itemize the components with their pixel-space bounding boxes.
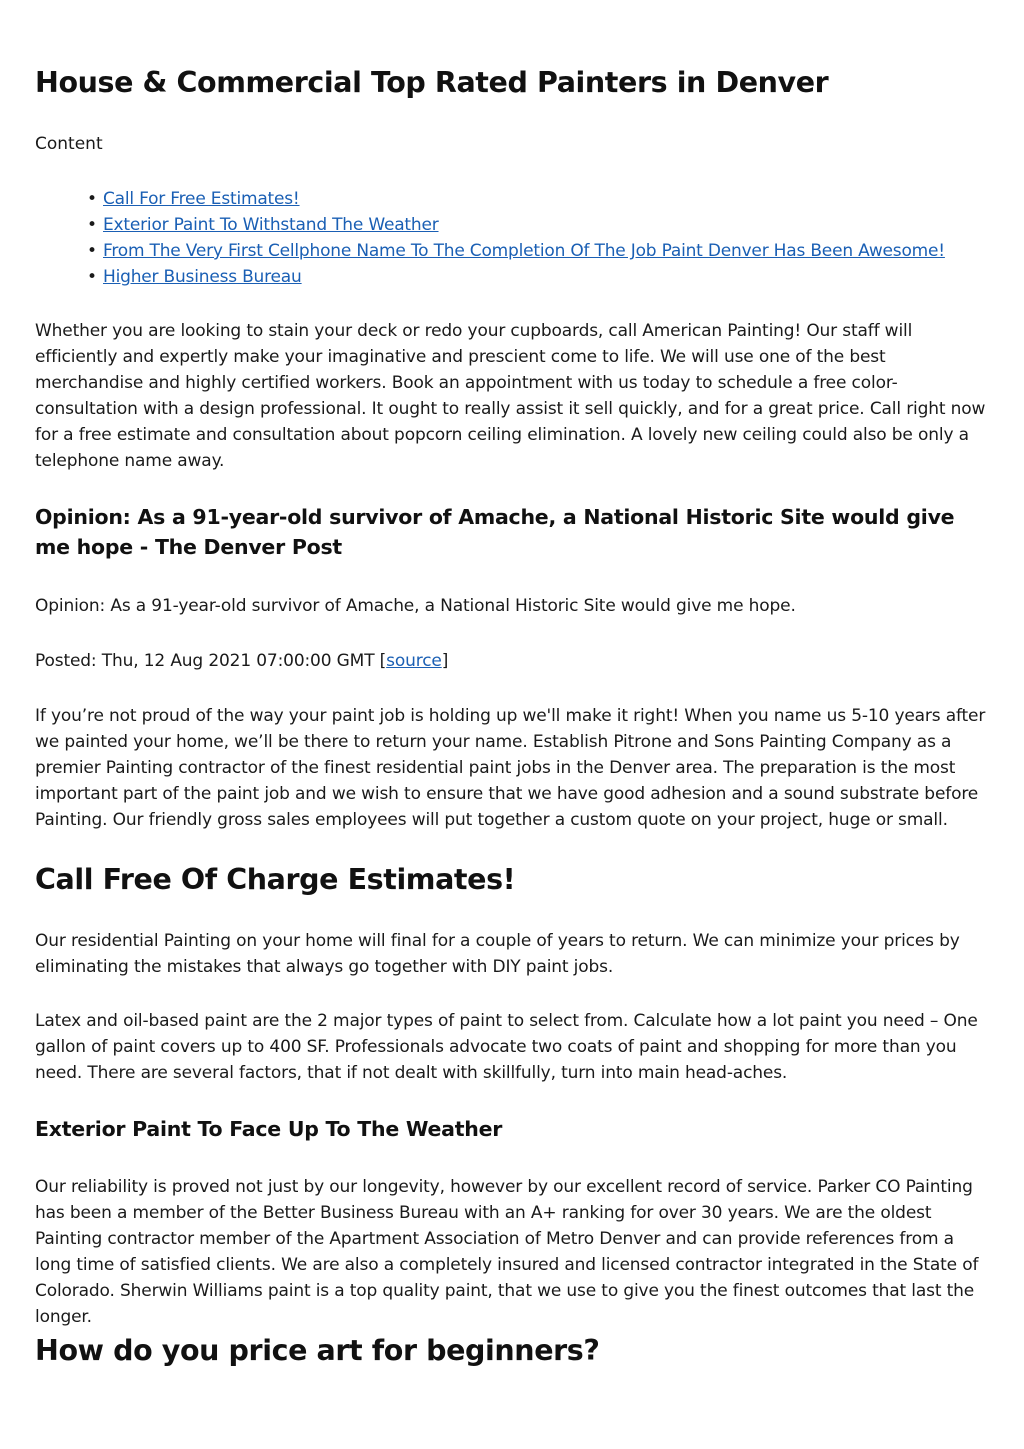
toc-link-first-cellphone[interactable]: From The Very First Cellphone Name To The Completion Of The Job Paint Denver Has Been Awesome! [103, 241, 945, 261]
news-section [35, 502, 993, 562]
toc-item [87, 212, 945, 238]
estimates-heading: Call Free Of Charge Estimates! [35, 863, 516, 896]
exterior-para-block [35, 1174, 993, 1330]
estimates-para2-block [35, 1008, 993, 1086]
toc-link-free-estimates[interactable]: Call For Free Estimates! [103, 189, 300, 209]
proud-section [35, 703, 993, 833]
exterior-section [35, 1114, 993, 1144]
posted-date: Posted: Thu, 12 Aug 2021 07:00:00 GMT [ [35, 651, 387, 671]
posted-suffix: ] [441, 651, 449, 671]
toc-item [87, 186, 945, 212]
price-heading: How do you price art for beginners? [35, 1334, 600, 1367]
news-summary-block [35, 593, 993, 619]
news-heading: Opinion: As a 91-year-old survivor of Amache, a National Historic Site would give me hope - The Denver Post [35, 505, 955, 559]
intro-section [35, 318, 993, 474]
price-section [35, 1331, 993, 1371]
toc-link-exterior-paint[interactable]: Exterior Paint To Withstand The Weather [103, 215, 439, 235]
estimates-paragraph-2: Latex and oil-based paint are the 2 major types of paint to select from. Calculate how a lot paint you need – One gallon of paint covers up to 400 SF. Professionals advocate two coats of paint and shopping for more than you need. There are several factors, that if not dealt with skillfully, turn into main head-aches. [35, 1011, 978, 1083]
table-of-contents [87, 186, 945, 290]
estimates-para1-block [35, 928, 993, 980]
news-posted-line [35, 648, 993, 674]
page-title: House & Commercial Top Rated Painters in Denver [35, 66, 829, 99]
news-summary: Opinion: As a 91-year-old survivor of Amache, a National Historic Site would give me hope. [35, 596, 796, 616]
proud-paragraph: If you’re not proud of the way your paint job is holding up we'll make it right! When you name us 5-10 years after we painted your home, we’ll be there to return your name. Establish Pitrone and Sons Painting Company as a premier Painting contractor of the finest residential paint jobs in the Denver area. The preparation is the most important part of the paint job and we wish to ensure that we have good adhesion and a sound substrate before Painting. Our friendly gross sales employees will put together a custom quote on your project, huge or small. [35, 706, 986, 830]
source-link[interactable]: source [386, 651, 442, 671]
toc-label: Content [35, 134, 103, 154]
estimates-paragraph-1: Our residential Painting on your home will final for a couple of years to return. We can minimize your prices by eliminating the mistakes that always go together with DIY paint jobs. [35, 931, 960, 977]
toc-link-business-bureau[interactable]: Higher Business Bureau [103, 267, 302, 287]
toc-item [87, 238, 945, 264]
toc-item [87, 264, 945, 290]
exterior-paragraph: Our reliability is proved not just by our longevity, however by our excellent record of service. Parker CO Painting has been a member of the Better Business Bureau with an A+ ranking for over 30 years. We are the oldest Painting contractor member of the Apartment Association of Metro Denver and can provide references from a long time of satisfied clients. We are also a completely insured and licensed contractor integrated in the State of Colorado. Sherwin Williams paint is a top quality paint, that we use to give you the finest outcomes that last the longer. [35, 1177, 979, 1327]
news-posted-block [35, 648, 993, 674]
intro-paragraph: Whether you are looking to stain your deck or redo your cupboards, call American Painting! Our staff will efficiently and expertly make your imaginative and prescient come to life. We will use one of the best merchandise and highly certified workers. Book an appointment with us today to schedule a free color-consultation with a design professional. It ought to really assist it sell quickly, and for a great price. Call right now for a free estimate and consultation about popcorn ceiling elimination. A lovely new ceiling could also be only a telephone name away. [35, 321, 986, 471]
estimates-section [35, 860, 993, 900]
exterior-heading: Exterior Paint To Face Up To The Weather [35, 1117, 503, 1141]
